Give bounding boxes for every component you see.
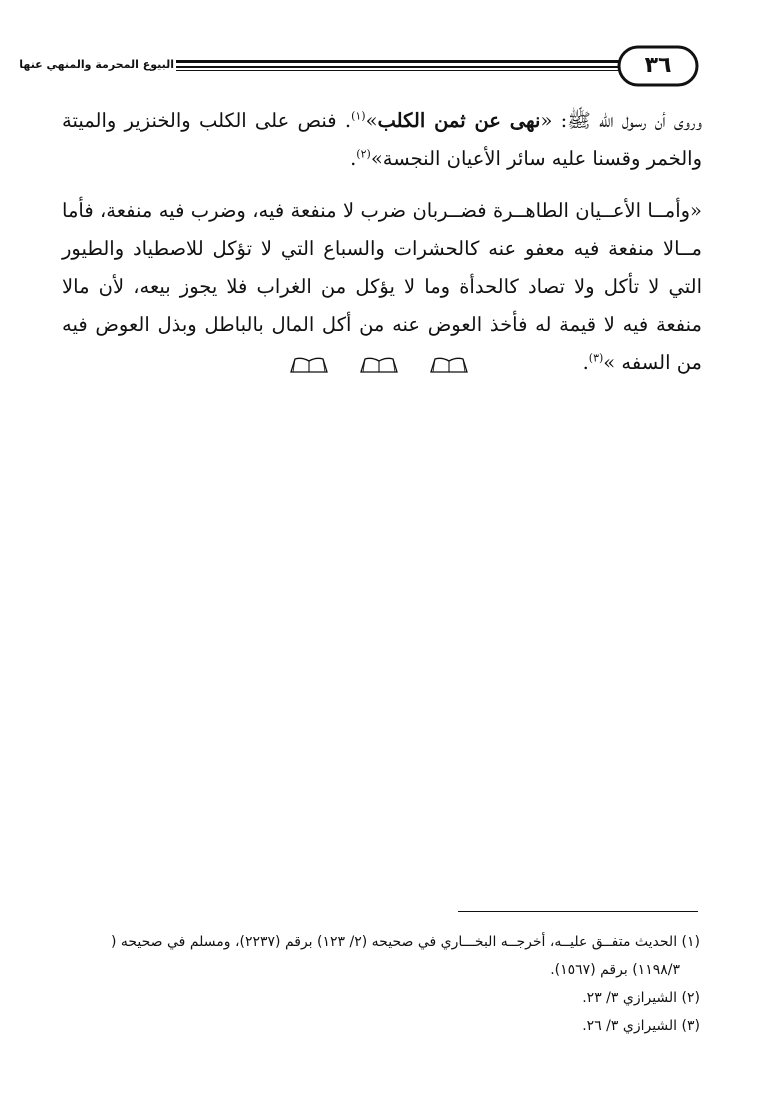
open-book-icon bbox=[289, 356, 329, 374]
paragraph-2-end: . bbox=[582, 351, 589, 374]
hadith-quote: نهى عن ثمن الكلب bbox=[377, 109, 541, 132]
open-book-icon bbox=[359, 356, 399, 374]
footnote-ref-3[interactable]: (٣) bbox=[588, 351, 604, 365]
paragraph-2 bbox=[62, 192, 702, 382]
main-text bbox=[62, 102, 702, 396]
section-ornaments bbox=[0, 356, 757, 378]
footnotes bbox=[62, 928, 700, 1040]
paragraph-1 bbox=[62, 102, 702, 178]
paragraph-2-text: «وأمــا الأعــيان الطاهــرة فضــربان ضرب لا منفعة فيه، وضرب فيه منفعة، فأما مــالا منفعة فيه معفو عنه كالحشرات والسباع التي لا تؤكل للاصطياد والطيور التي لا تأكل ولا تصاد كالحدأة وما لا يؤكل من الغراب فلا يجوز بيعه، لأن مالا منفعة فيه لا قيمة له فأخذ العوض عنه من أكل المال بالباطل وبذل العوض فيه من السفه » bbox=[62, 199, 702, 374]
page-header bbox=[19, 44, 700, 90]
paragraph-1-end: . bbox=[350, 147, 357, 170]
paragraph-1-text-b: » bbox=[365, 109, 378, 132]
page-number: ٣٦ bbox=[644, 53, 672, 78]
header-rules bbox=[176, 60, 620, 72]
footnote-ref-2[interactable]: (٢) bbox=[356, 147, 371, 161]
footnote-1-continued: ١١٩٨/٣) برقم (١٥٦٧). bbox=[550, 962, 680, 978]
page-number-badge bbox=[616, 44, 700, 88]
footnote-ref-1[interactable]: (١) bbox=[351, 109, 366, 123]
paragraph-1-text-a: وروى أن رسول الله ﷺ: « bbox=[540, 109, 702, 132]
paragraph-1-text-c: . فنص على الكلب والخنزير والميتة والخمر وقسنا عليه سائر الأعيان النجسة» bbox=[62, 109, 702, 170]
running-title: البيوع المحرمة والمنهي عنها bbox=[19, 58, 174, 71]
footnote-3: (٣) الشيرازي ٣/ ٢٦. bbox=[582, 1018, 700, 1034]
header-rule-thick bbox=[176, 60, 620, 63]
header-rule-thin bbox=[176, 70, 620, 71]
footnote-2: (٢) الشيرازي ٣/ ٢٣. bbox=[582, 990, 700, 1006]
footnote-separator bbox=[458, 911, 698, 912]
footnote-1: (١) الحديث متفــق عليــه، أخرجــه البخـــاري في صحيحه (٢/ ١٢٣) برقم (٢٢٣٧)، ومسلم في صحيحه ( bbox=[110, 934, 700, 950]
header-rule-medium bbox=[176, 66, 620, 68]
open-book-icon bbox=[429, 356, 469, 374]
